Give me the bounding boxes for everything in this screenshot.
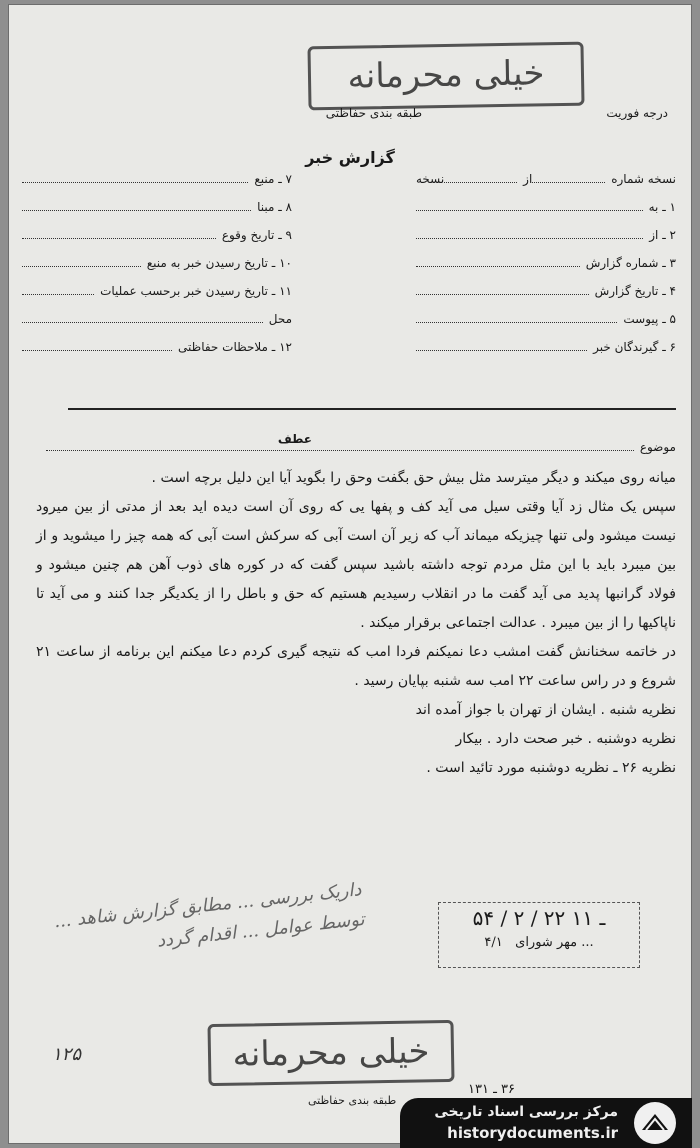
field-right-6: ۶ ـ گیرندگان خبر (416, 340, 676, 354)
copy-of-label: از (523, 172, 533, 186)
document-page (8, 4, 692, 1144)
subject-row (46, 440, 676, 454)
org-url[interactable]: historydocuments.ir (447, 1124, 618, 1142)
field-left-7: ۷ ـ منبع (22, 172, 292, 186)
copy-word-label: نسخه (416, 172, 445, 186)
body-paragraph: میانه روی میکند و دیگر میترسد مثل بیش حق بگفت وحق را بگوید آیا این دلیل برچه است . (151, 470, 676, 486)
section-divider (68, 408, 676, 410)
copy-number-dots (532, 182, 605, 183)
field-right-5: ۵ ـ پیوست (416, 312, 676, 326)
copy-number-row (416, 172, 676, 186)
subject-dots (46, 450, 634, 451)
field-left-8: ۸ ـ مبنا (22, 200, 292, 214)
body-paragraph: نظریه ۲۶ ـ نظریه دوشنبه مورد تائید است . (426, 760, 676, 776)
date-stamp-sub: ۴/۱ مهر شورای ... (484, 935, 594, 950)
footer-code: ۳۶ ـ ۱۳۱ (468, 1082, 515, 1097)
book-logo-icon (632, 1100, 678, 1146)
field-right-3: ۳ ـ شماره گزارش (416, 256, 676, 270)
field-right-1: ۱ ـ به (416, 200, 676, 214)
field-left-12: ۱۲ ـ ملاحظات حفاظتی (22, 340, 292, 354)
handwritten-note: داریک بررسی ... مطابق گزارش شاهد ... توسط عوامل ... اقدام گردد (53, 879, 366, 952)
copy-number-label: نسخه شماره (611, 172, 676, 186)
field-left-9: ۹ ـ تاریخ وقوع (22, 228, 292, 242)
date-stamp (438, 902, 640, 968)
subject-label: موضوع (639, 440, 676, 454)
body-paragraph: در خاتمه سخنانش گفت امشب دعا نمیکنم فردا امب که نتیجه گیری کردم دعا میکنم این برنامه از ساعت ۲۱ شروع و در راس ساعت ۲۲ امب سه شنبه بپایان رسید . (36, 644, 676, 689)
ref-label: عطف (277, 432, 312, 446)
bottom-classification-stamp: خیلی محرمانه (207, 1020, 454, 1086)
org-name: مرکز بررسی اسناد تاریخی (434, 1104, 618, 1120)
priority-label: درجه فوریت (606, 106, 668, 120)
field-right-4: ۴ ـ تاریخ گزارش (416, 284, 676, 298)
field-left-10: ۱۰ ـ تاریخ رسیدن خبر به منبع (22, 256, 292, 270)
field-left-location: محل (22, 312, 292, 326)
body-paragraph: نظریه شنبه . ایشان از تهران با جواز آمده اند (415, 702, 676, 718)
copy-of-dots (444, 182, 517, 183)
body-paragraph: سپس یک مثال زد آیا وقتی سیل می آید کف و پفها یی که روی آن است دیده اید بعد از مدتی از بین میرود نیست میشود ولی تنها چیزیکه میماند آب که زیر آن است آبی که سرکش است آبی که همه چیز را میشوید و از بین میبرد باید با این مثل مردم توجه داشته باشید سپس گفت که در کوره های ذوب آهن هم چنین میشود و فولاد گرانبها پدید می آید گفت ما در انقلاب رسیدیم هستیم که حق و باطل را از یکدیگر جدا کنند و می آید تا ناپاکیها را از بین میبرد . عدالت اجتماعی برقرار میکند . (36, 499, 676, 631)
classification-label: طبقه بندی حفاظتی (325, 106, 422, 120)
report-title: گزارش خبر (305, 148, 395, 167)
body-paragraph: نظریه دوشنبه . خبر صحت دارد . بیکار (455, 731, 676, 747)
date-stamp-value: ۵۴ / ۲ / ۲۲ ـ ۱۱ (472, 906, 606, 930)
archive-watermark (400, 1098, 692, 1148)
handwritten-number: ۱۲۵ (52, 1044, 82, 1065)
field-left-11: ۱۱ ـ تاریخ رسیدن خبر برحسب عملیات (22, 284, 292, 298)
report-body (36, 464, 676, 783)
footer-classification: طبقه بندی حفاظتی (308, 1094, 397, 1107)
field-right-2: ۲ ـ از (416, 228, 676, 242)
top-classification-stamp: خیلی محرمانه (307, 42, 584, 111)
